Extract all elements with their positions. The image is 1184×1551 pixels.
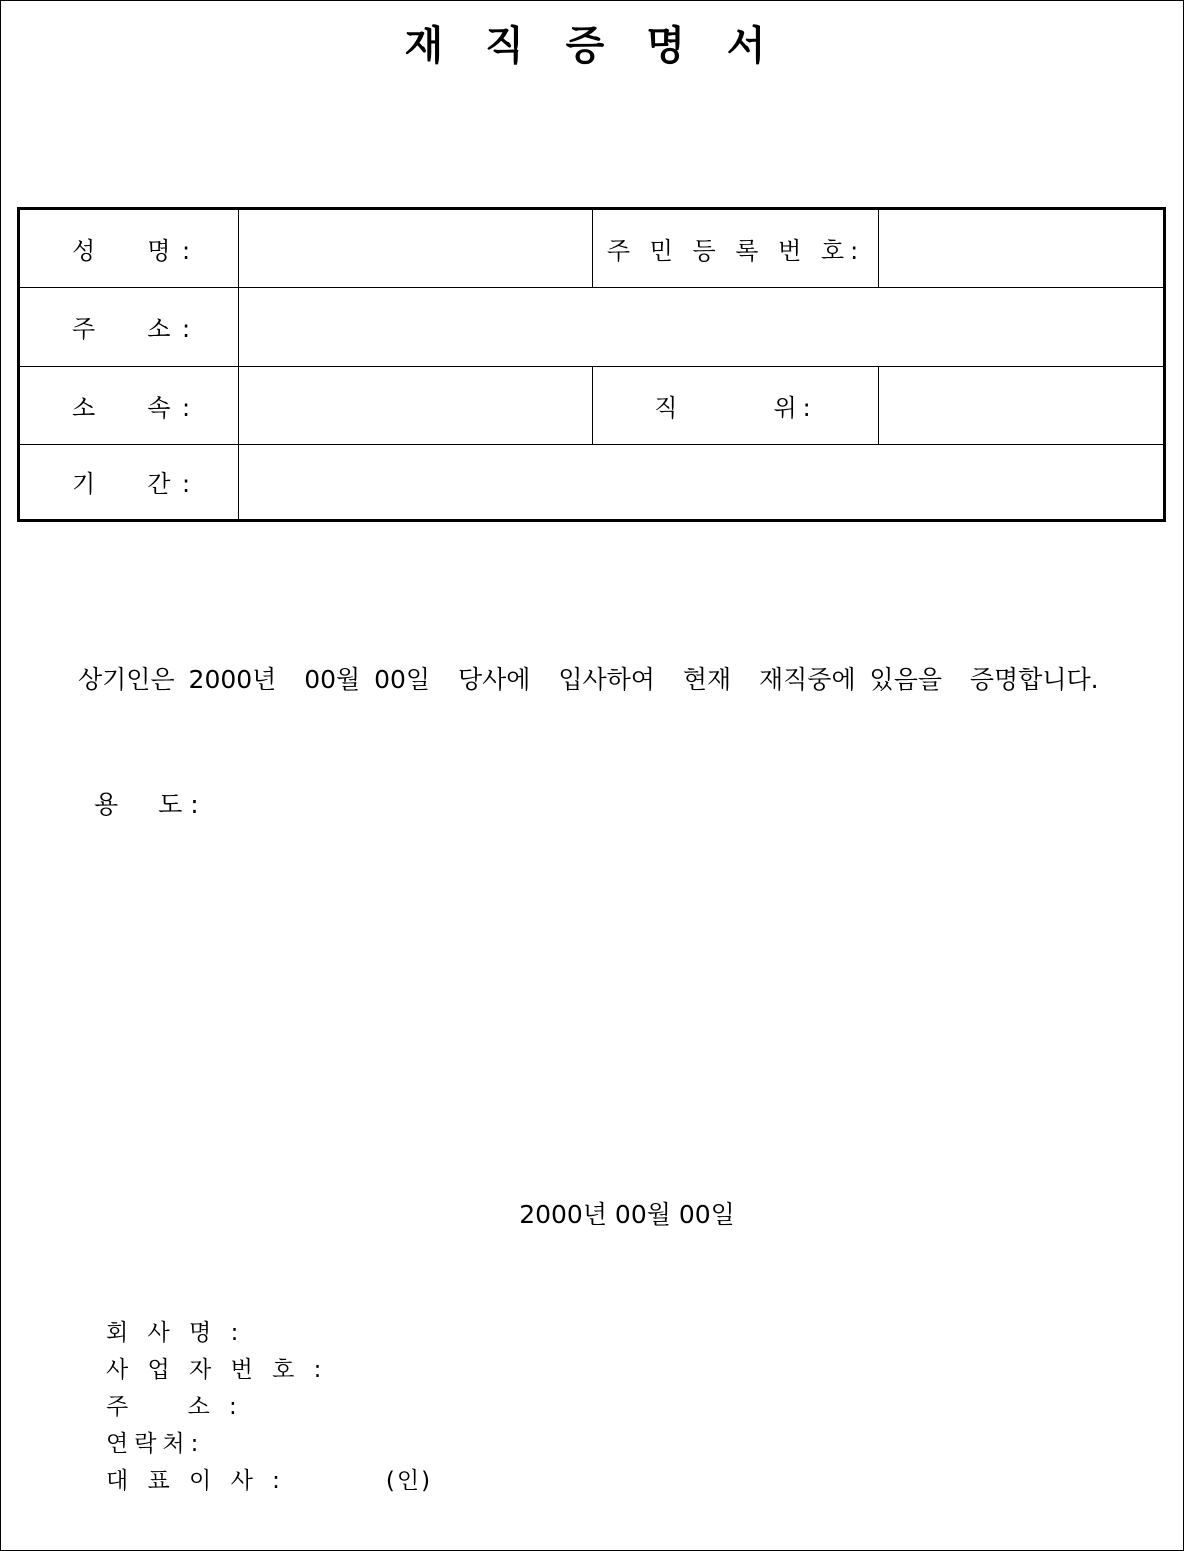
business-number-label: 사 업 자 번 호 : — [106, 1357, 328, 1383]
purpose-label-b: 도 : — [158, 790, 199, 819]
position-value-cell[interactable] — [879, 366, 1165, 444]
purpose-label-a: 용 — [94, 790, 119, 819]
ceo-label: 대 표 이 사 : — [106, 1468, 286, 1494]
name-value-cell[interactable] — [239, 209, 593, 288]
address-label: 주 소 : — [19, 288, 239, 366]
certification-statement: 상기인은 2000년 00월 00일 당사에 입사하여 현재 재직중에 있음을 증명합니다. — [78, 665, 1099, 694]
contact-label: 연락처: — [106, 1431, 205, 1457]
ceo-line — [106, 1463, 432, 1500]
purpose-line — [94, 785, 199, 821]
table-row — [19, 366, 1165, 444]
seal-mark: (인) — [385, 1468, 433, 1494]
name-label: 성 명 : — [19, 209, 239, 288]
company-address-label: 주 소 : — [106, 1394, 243, 1420]
company-info — [106, 1315, 432, 1500]
company-name-label: 회 사 명 : — [106, 1320, 245, 1346]
period-label: 기 간 : — [19, 444, 239, 520]
department-label: 소 속 : — [19, 366, 239, 444]
position-label: 직 위: — [593, 366, 879, 444]
issue-date: 2000년 00월 00일 — [519, 1200, 735, 1229]
rrn-label: 주 민 등 록 번 호: — [593, 209, 879, 288]
table-row — [19, 209, 1165, 288]
rrn-value-cell[interactable] — [879, 209, 1165, 288]
table-row — [19, 444, 1165, 520]
address-value-cell[interactable] — [239, 288, 1165, 366]
employee-info-table — [17, 207, 1166, 522]
period-value-cell[interactable] — [239, 444, 1165, 520]
department-value-cell[interactable] — [239, 366, 593, 444]
document-title: 재 직 증 명 서 — [404, 22, 780, 69]
table-row — [19, 288, 1165, 366]
